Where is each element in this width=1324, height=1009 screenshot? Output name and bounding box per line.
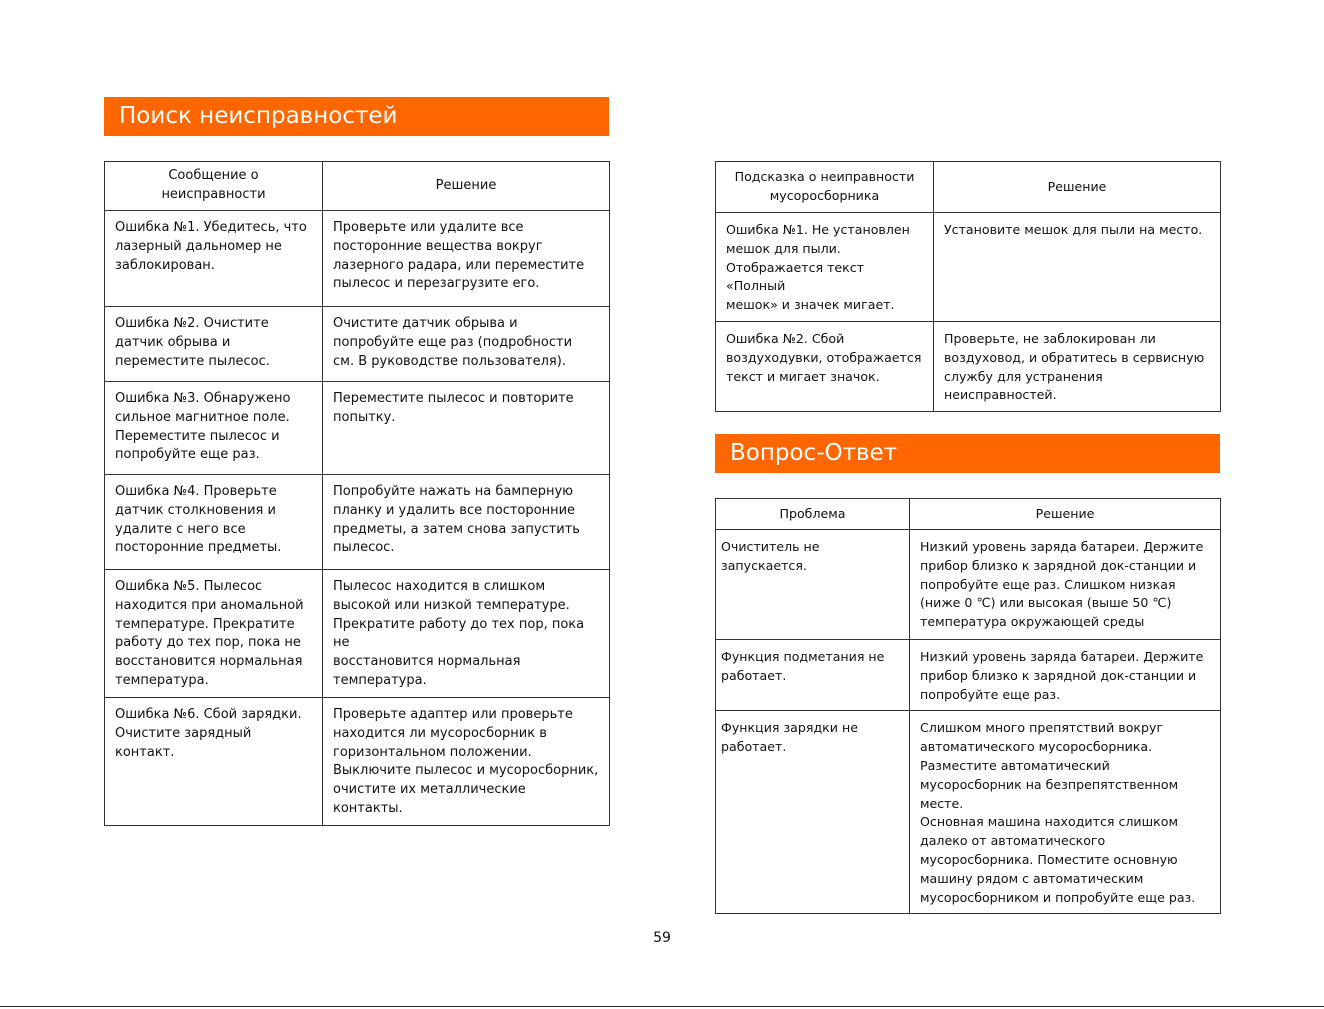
problem-cell: Очиститель не запускается. <box>716 530 910 640</box>
header-cell: Проблема <box>716 499 910 530</box>
faq-title: Вопрос-Ответ <box>715 434 1220 473</box>
solution-cell: Слишком много препятствий вокруг автоматического мусоросборника. Разместите автоматический мусоросборник на безпрепятственном месте. Основная машина находится слишком далеко от автоматического мусоросборника. Поместите основную машину рядом с автоматическим мусоросборником и попробуйте еще раз. <box>910 711 1221 914</box>
problem-cell: Ошибка №5. Пылесос находится при аномальной температуре. Прекратите работу до тех пор, пока не восстановится нормальная температура. <box>105 570 323 698</box>
problem-cell: Ошибка №3. Обнаружено сильное магнитное поле. Переместите пылесос и попробуйте еще раз. <box>105 382 323 475</box>
solution-cell: Очистите датчик обрыва и попробуйте еще раз (подробности см. В руководстве пользователя). <box>323 307 610 382</box>
header-cell: Решение <box>910 499 1221 530</box>
solution-cell: Переместите пылесос и повторите попытку. <box>323 382 610 475</box>
problem-cell: Ошибка №1. Не установлен мешок для пыли. Отображается текст «Полный мешок» и значек мигает. <box>716 213 934 322</box>
problem-cell: Ошибка №2. Сбой воздуходувки, отображается текст и мигает значок. <box>716 321 934 411</box>
solution-cell: Установите мешок для пыли на место. <box>934 213 1221 322</box>
table-row <box>716 321 1221 411</box>
solution-cell: Низкий уровень заряда батареи. Держите прибор близко к зарядной док-станции и попробуйте еще раз. Слишком низкая (ниже 0 ℃) или высокая (выше 50 ℃) температура окружающей среды <box>910 530 1221 640</box>
problem-cell: Функция подметания не работает. <box>716 640 910 711</box>
collector-faults-table <box>715 161 1221 412</box>
solution-cell: Попробуйте нажать на бамперную планку и удалить все посторонние предметы, а затем снова запустить пылесос. <box>323 475 610 570</box>
header-cell: Сообщение о неисправности <box>105 162 323 211</box>
problem-cell: Ошибка №1. Убедитесь, что лазерный дальномер не заблокирован. <box>105 211 323 307</box>
solution-cell: Проверьте адаптер или проверьте находится ли мусоросборник в горизонтальном положении. Выключите пылесос и мусоросборник, очистите их металлические контакты. <box>323 698 610 826</box>
table-row <box>105 307 610 382</box>
problem-cell: Ошибка №4. Проверьте датчик столкновения и удалите с него все посторонние предметы. <box>105 475 323 570</box>
header-cell: Решение <box>323 162 610 211</box>
problem-cell: Функция зарядки не работает. <box>716 711 910 914</box>
table-row <box>716 530 1221 640</box>
table-row <box>105 475 610 570</box>
header-cell: Подсказка о неиправности мусоросборника <box>716 162 934 213</box>
table-row <box>716 213 1221 322</box>
troubleshooting-table <box>104 161 610 826</box>
table-row <box>105 211 610 307</box>
page-number: 59 <box>653 930 671 946</box>
solution-cell: Низкий уровень заряда батареи. Держите прибор близко к зарядной док-станции и попробуйте еще раз. <box>910 640 1221 711</box>
table-row <box>105 570 610 698</box>
table-row <box>716 640 1221 711</box>
table-row <box>716 711 1221 914</box>
table-row <box>105 698 610 826</box>
solution-cell: Пылесос находится в слишком высокой или низкой температуре. Прекратите работу до тех пор, пока не восстановится нормальная температура. <box>323 570 610 698</box>
header-cell: Решение <box>934 162 1221 213</box>
solution-cell: Проверьте, не заблокирован ли воздуховод, и обратитесь в сервисную службу для устранения неисправностей. <box>934 321 1221 411</box>
troubleshooting-title: Поиск неисправностей <box>104 97 609 136</box>
problem-cell: Ошибка №2. Очистите датчик обрыва и переместите пылесос. <box>105 307 323 382</box>
bottom-divider <box>0 1006 1324 1007</box>
table-row <box>105 382 610 475</box>
problem-cell: Ошибка №6. Сбой зарядки. Очистите зарядный контакт. <box>105 698 323 826</box>
solution-cell: Проверьте или удалите все посторонние вещества вокруг лазерного радара, или переместите пылесос и перезагрузите его. <box>323 211 610 307</box>
faq-table <box>715 498 1221 914</box>
